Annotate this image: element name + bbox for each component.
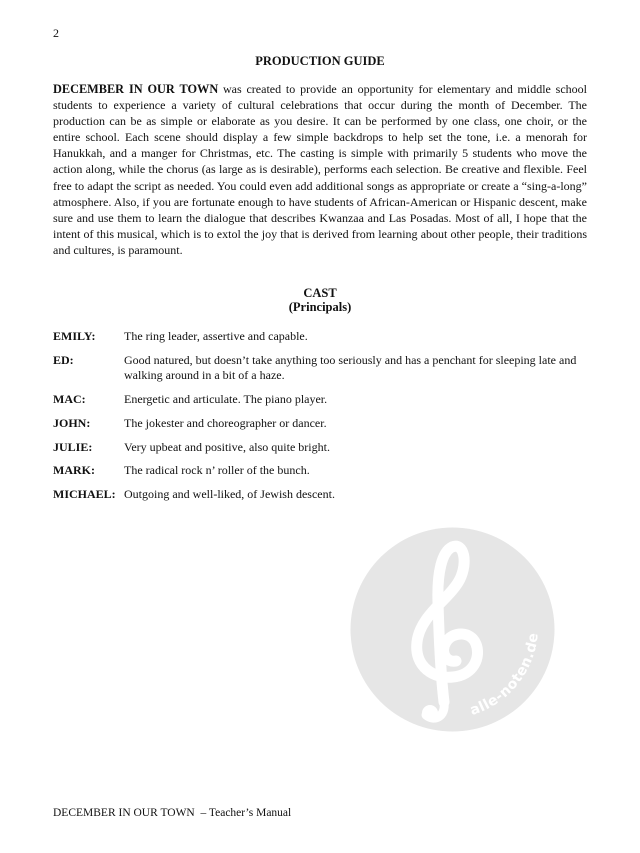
cast-description: Energetic and articulate. The piano player. [124,392,328,407]
footer-subtitle: – Teacher’s Manual [194,807,292,819]
cast-list [53,329,593,511]
cast-row [53,329,593,345]
page-number: 2 [53,26,59,40]
cast-name: MARK: [53,463,95,478]
cast-name: ED: [53,352,74,367]
watermark-text: alle-noten.de [467,631,542,719]
cast-row [53,416,593,432]
cast-name: EMILY: [53,329,96,343]
treble-clef-icon-tail-dot [422,705,438,721]
cast-description: Very upbeat and positive, also quite bright. [124,439,330,454]
cast-description: Good natured, but doesn’t take anything too seriously and has a penchant for sleeping late and walking around in a bit of a haze. [124,352,577,383]
production-guide-body [53,81,587,258]
cast-heading: CAST [303,286,337,300]
cast-description: The radical rock n’ roller of the bunch. [124,463,310,478]
cast-row [53,487,593,503]
cast-row [53,440,593,456]
cast-row [53,353,593,384]
cast-description: The ring leader, assertive and capable. [124,329,308,343]
cast-name: JULIE: [53,439,93,454]
cast-description: Outgoing and well-liked, of Jewish descent. [124,487,335,502]
cast-row [53,463,593,479]
footer [53,807,291,819]
production-guide-title: DECEMBER IN OUR TOWN [53,82,219,96]
cast-description: The jokester and choreographer or dancer. [124,415,327,430]
watermark [350,527,555,732]
production-guide-heading: PRODUCTION GUIDE [255,54,385,68]
watermark-disc [351,528,555,732]
cast-row [53,392,593,408]
cast-name: JOHN: [53,415,91,430]
cast-name: MICHAEL: [53,487,116,502]
cast-name: MAC: [53,392,86,407]
footer-title: DECEMBER IN OUR TOWN [53,807,195,819]
production-guide-text: was created to provide an opportunity for elementary and middle school students to experience a variety of cultural celebrations that occur during the month of December. The production can be as simple or elaborate as you desire. It can be performed by one class, one choir, or the entire school. Each scene should display a few simple backdrops to help set the tone, i.e. a menorah for Hanukkah, and a manger for Christmas, etc. The casting is simple with primarily 5 students who move the action along, while the chorus (as large as is desirable), performs each selection. Be creative and flexible. Feel free to adapt the script as needed. You could even add additional songs as appropriate or create a “sing-a-long” atmosphere. Also, if you are fortunate enough to have students of African-American or Hispanic descent, make sure and use them to learn the dialogue that describes Kwanzaa and Las Posadas. Most of all, I hope that the intent of this musical, which is to extol the joy that is derived from learning about other people, their traditions and cultures, is paramount. [53,82,587,257]
cast-subheading: (Principals) [288,300,352,314]
